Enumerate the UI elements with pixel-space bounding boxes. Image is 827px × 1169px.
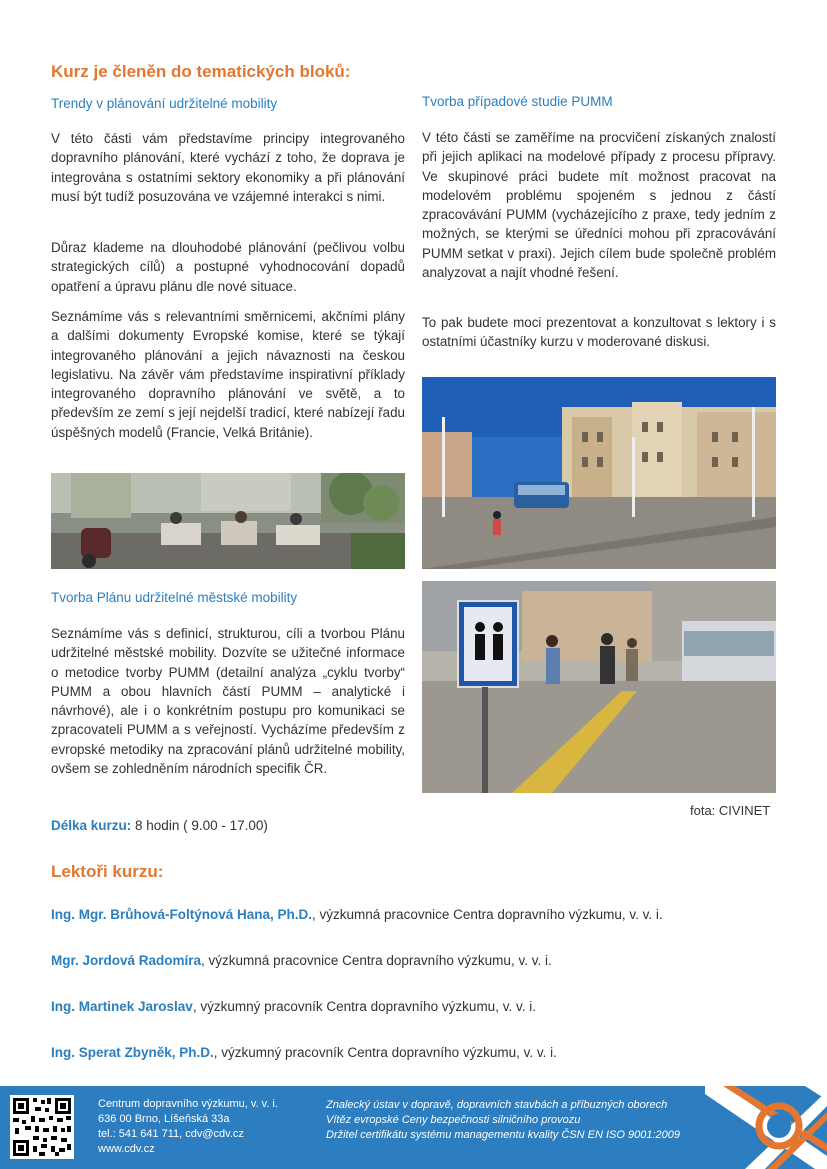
footer-info-line: Držitel certifikátu systému managementu kvality ČSN EN ISO 9001:2009 bbox=[326, 1129, 680, 1141]
block3-title: Tvorba případové studie PUMM bbox=[422, 94, 613, 109]
duration-label: Délka kurzu: bbox=[51, 818, 132, 833]
lector-name: Ing. Martinek Jaroslav bbox=[51, 999, 193, 1014]
block2-title: Tvorba Plánu udržitelné městské mobility bbox=[51, 590, 298, 605]
footer bbox=[0, 1086, 827, 1169]
lector-role: , výzkumný pracovník Centra dopravního výzkumu, v. v. i. bbox=[213, 1045, 557, 1060]
lector-name: Ing. Sperat Zbyněk, Ph.D. bbox=[51, 1045, 214, 1060]
lector-item bbox=[51, 999, 536, 1014]
lector-name: Mgr. Jordová Radomíra bbox=[51, 953, 202, 968]
block3-paragraph-1: V této části se zaměříme na procvičení získaných znalostí při jejich aplikaci na modelové případy z procesu přípravy. Ve skupinové práci budete mít možnost pracovat na modelovém problému spojeném s jednou z částí zpracovávání PUMM (vycházejícího z praxe, tedy jedním z možných, se kterými se úředníci mohou při zpracovávání PUMM setkat v praxi). Jejich cílem bude společně problém analyzovat a najít vhodné řešení. bbox=[422, 130, 776, 281]
block3-paragraph-2: To pak budete moci prezentovat a konzultovat s lektory i s ostatními účastníky kurzu v moderované diskusi. bbox=[422, 315, 776, 350]
footer-info-line: Vítěz evropské Ceny bezpečnosti silničního provozu bbox=[326, 1114, 581, 1126]
lector-role: , výzkumný pracovník Centra dopravního výzkumu, v. v. i. bbox=[192, 999, 536, 1014]
qr-code-icon[interactable] bbox=[10, 1095, 74, 1159]
pedestrians-photo bbox=[422, 581, 776, 793]
footer-street: 636 00 Brno, Líšeňská 33a bbox=[98, 1113, 230, 1125]
lectors-heading: Lektoři kurzu: bbox=[51, 862, 164, 881]
block2-paragraph-1: Seznámíme vás s definicí, strukturou, cíli a tvorbou Plánu udržitelné městské mobility. Dozvíte se užitečné informace o metodice tvorby PUMM (detailní analýza „cyklu tvorby“ PUMM a obou hlavních částí PUMM – analytické i návrhové), ale i o konkrétním postupu pro komunikaci se zpracovateli PUMM a s veřejností. Vycházíme především z evropské metodiky na zpracování plánů udržitelné mobility, ovšem se zohledněním národních specifik ČR. bbox=[51, 626, 405, 777]
lector-item bbox=[51, 907, 663, 922]
footer-website[interactable]: www.cdv.cz bbox=[98, 1143, 155, 1155]
footer-info-line: Znalecký ústav v dopravě, dopravních stavbách a příbuzných oborech bbox=[326, 1099, 668, 1111]
photo-credit: fota: CIVINET bbox=[690, 803, 771, 818]
block1-title: Trendy v plánování udržitelné mobility bbox=[51, 96, 278, 111]
footer-contact[interactable]: tel.: 541 641 711, cdv@cdv.cz bbox=[98, 1128, 244, 1140]
cafe-photo bbox=[51, 473, 405, 569]
lector-item bbox=[51, 953, 552, 968]
duration-value: 8 hodin ( 9.00 - 17.00) bbox=[131, 818, 268, 833]
footer-info bbox=[326, 1098, 680, 1143]
lector-role: , výzkumná pracovnice Centra dopravního výzkumu, v. v. i. bbox=[201, 953, 552, 968]
block1-paragraph-2: Důraz klademe na dlouhodobé plánování (pečlivou volbu strategických cílů) a postupné vyhodnocování dopadů opatření a úpravu plánu dle nové situace. bbox=[51, 240, 405, 294]
lector-role: , výzkumná pracovnice Centra dopravního výzkumu, v. v. i. bbox=[312, 907, 663, 922]
cdv-logo-graphic bbox=[705, 1086, 827, 1169]
city-square-photo bbox=[422, 377, 776, 569]
block1-paragraph-3: Seznámíme vás s relevantními směrnicemi, akčními plány a dalšími dokumenty Evropské komise, které se týkají integrovaného plánování a jejich návaznosti na českou legislativu. Na závěr vám představíme inspirativní příklady integrovaného dopravního plánování ve světě, a to především ze zemí s její nejdelší tradicí, které nabízejí řadu úspěšných modelů (Francie, Velká Británie). bbox=[51, 309, 405, 440]
main-heading: Kurz je členěn do tematických bloků: bbox=[51, 62, 351, 81]
footer-address bbox=[98, 1097, 278, 1157]
block1-paragraph-1: V této části vám představíme principy integrovaného dopravního plánování, které vychází z toho, že doprava je integrována s ostatními sektory ekonomiky a při plánování musí být tudíž posuzována ve vzájemné interakci s nimi. bbox=[51, 131, 405, 204]
lector-name: Ing. Mgr. Brůhová-Foltýnová Hana, Ph.D. bbox=[51, 907, 313, 922]
footer-org-name: Centrum dopravního výzkumu, v. v. i. bbox=[98, 1098, 278, 1110]
course-duration bbox=[51, 818, 268, 833]
lector-item bbox=[51, 1045, 557, 1060]
